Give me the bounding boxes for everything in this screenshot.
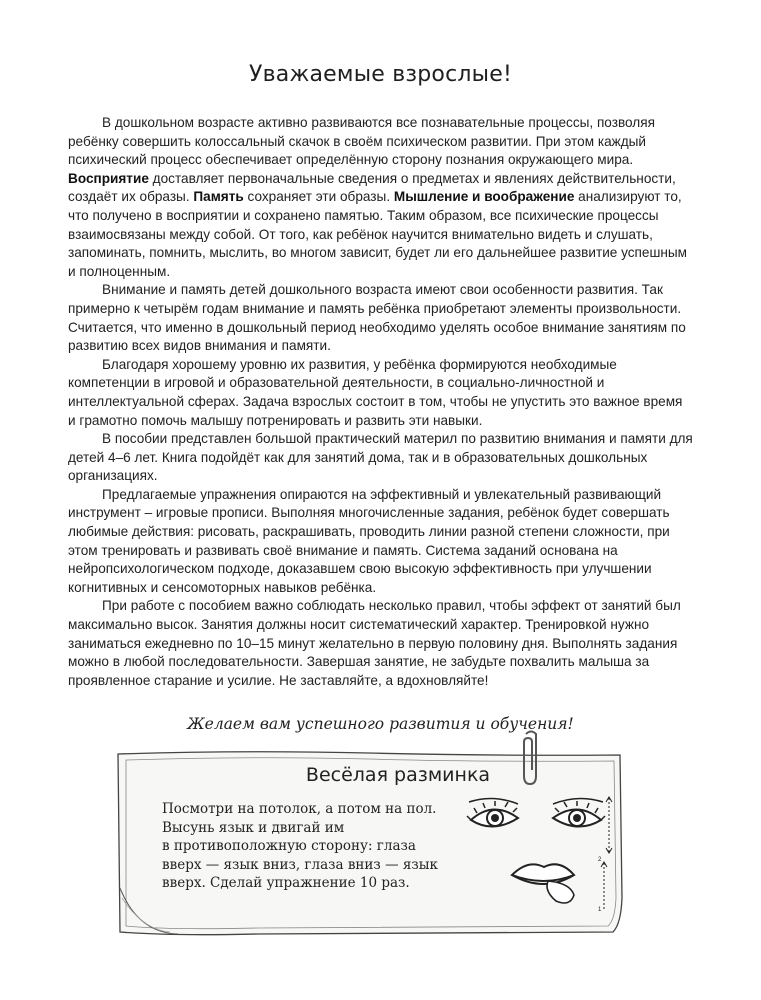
warmup-card [108,748,628,938]
instruction-line: Высунь язык и двигай им [162,819,345,836]
instruction-line: вверх — язык вниз, глаза вниз — язык [162,856,438,873]
term-memory: Память [193,189,244,205]
paragraph-3: Благодаря хорошему уровню их развития, у ребёнка формируются необходимые компетенции в игровой и образовательной деятельности, в социально-личностной и интеллектуальной сферах. Задача взрослых состоит в том, чтобы не упустить это важное время и грамотно помочь малышу потренировать и развить эти навыки. [68,356,683,428]
paragraph-6: При работе с пособием важно соблюдать несколько правил, чтобы эффект от занятий был максимально высок. Занятия должны носит систематический характер. Тренировкой нужно заниматься ежедневно по 10–15 минут желательно в первую половину дня. Выполнять задания можно в любой последовательности. Завершая занятие, не забудьте похвалить малыша за проявленное старание и усилие. Не заставляйте, а вдохновляйте! [68,598,681,688]
card-instructions [162,800,442,893]
paragraph-5: Предлагаемые упражнения опираются на эффективный и увлекательный развивающий инструмент – игровые прописи. Выполняя многочисленные задания, ребёнок будет совершать любимые действия: рисовать, раскрашивать, проводить линии разной степени сложности, при этом тренировать и развивать своё внимание и память. Система заданий основана на нейропсихологическом подходе, доказавшем свою высокую эффективность при улучшении когнитивных и сенсомоторных навыков ребёнка. [68,486,670,595]
term-thinking-imagination: Мышление и воображение [393,189,575,205]
paragraph-1-part-a: В дошкольном возрасте активно развиваются все познавательные процессы, позволяя ребёнку совершить колоссальный скачок в своём психическом развитии. При этом каждый психический процесс обеспечивает определённую сторону познания окружающего мира. [68,115,655,168]
page-title: Уважаемые взрослые! [249,62,512,87]
card-title: Весёлая разминка [305,764,491,786]
arrow-label-top: 2 [598,857,602,863]
paragraph-1 [68,114,693,281]
eye-icon [467,798,518,826]
instruction-line: Посмотри на потолок, а потом на пол. [162,801,437,817]
intro-text [68,114,693,690]
arrow-label-bottom: 1 [598,907,602,913]
paragraph-2: Внимание и память детей дошкольного возраста имеют свои особенности развития. Так примерно к четырём годам внимание и память ребёнка приобретают элементы произвольности. Считается, что именно в дошкольный период необходимо уделять особое внимание занятиям по развитию всех видов внимания и памяти. [68,282,686,354]
mouth-tongue-icon [508,853,618,913]
paragraph-4: В пособии представлен большой практический материл по развитию внимания и памяти для детей 4–6 лет. Книга подойдёт как для занятий дома, так и в образовательных дошкольных организациях. [68,431,693,484]
term-perception: Восприятие [68,170,149,186]
eye-icon [553,798,605,826]
closing-wish: Желаем вам успешного развития и обучения! [187,715,574,733]
paperclip-icon [520,730,542,788]
instruction-line: вверх. Сделай упражнение 10 раз. [162,875,410,891]
paragraph-1-part-c: доставляет первоначальные сведения о предметах и явлениях действительности, создаёт их образы. [68,170,676,205]
eyes-icon [463,796,613,856]
paragraph-1-part-d: сохраняет эти образы. [243,189,394,205]
paragraph-1-part-e: анализируют то, что получено в восприятии и сохранено памятью. Таким образом, все психические процессы взаимосвязаны между собой. От того, как ребёнок научится внимательно видеть и слушать, запоминать, помнить, мыслить, во многом зависит, будет ли его дальнейшее развитие успешным и полноценным. [68,189,688,279]
vertical-arrow-icon [606,797,612,853]
instruction-line: в противоположную сторону: глаза [162,838,416,854]
